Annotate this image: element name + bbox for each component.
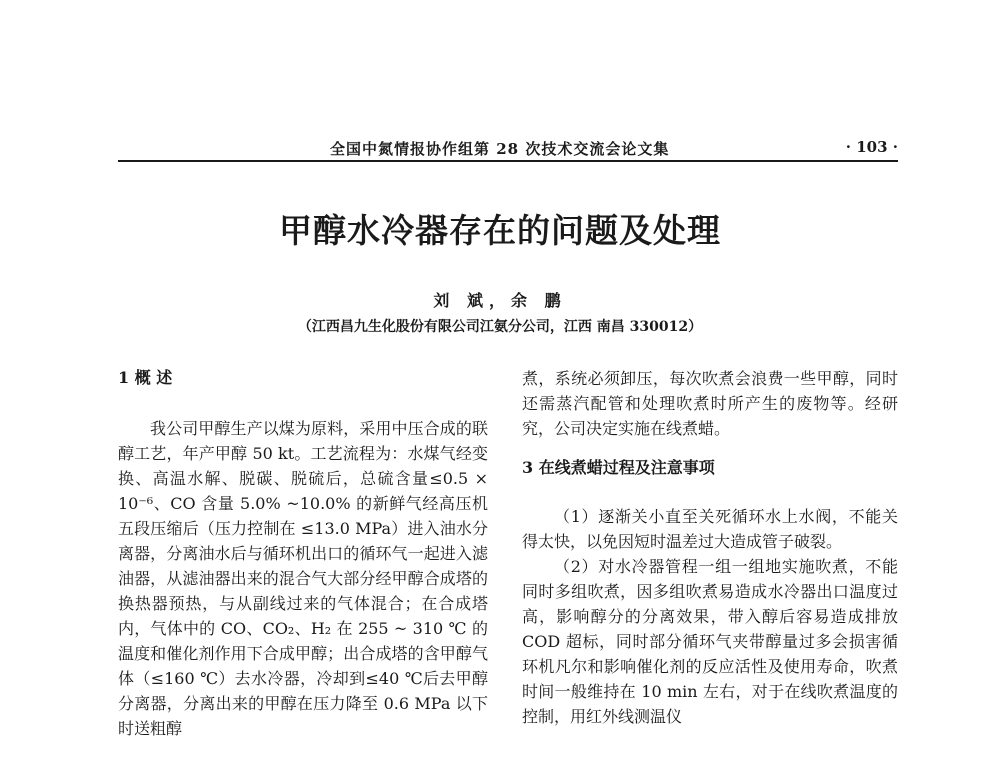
left-column [118, 365, 488, 741]
page-number: · 103 · [845, 138, 898, 156]
continuation-paragraph: 煮，系统必须卸压，每次吹煮会浪费一些甲醇，同时还需蒸汽配管和处理吹煮时所产生的废物等。经研究，公司决定实施在线煮蜡。 [522, 369, 898, 438]
section1-heading: 1 概 述 [118, 368, 173, 387]
running-title: 全国中氮情报协作组第 28 次技术交流会论文集 [330, 140, 670, 158]
paper-title: 甲醇水冷器存在的问题及处理 [279, 211, 721, 250]
section1-paragraph: 我公司甲醇生产以煤为原料，采用中压合成的联醇工艺，年产甲醇 50 kt。工艺流程为：水煤气经变换、高温水解、脱碳、脱硫后，总硫含量≤0.5 × 10⁻⁶、CO 含量 5.0% ~10.0% 的新鲜气经高压机五段压缩后（压力控制在 ≤13.0 MPa）进入油水分离器，分离油水后与循环机出口的循环气一起进入滤油器，从滤油器出来的混合气大部分经甲醇合成塔的换热器预热，与从副线过来的气体混合；在合成塔内，气体中的 CO、CO₂、H₂ 在 255 ~ 310 ℃ 的温度和催化剂作用下合成甲醇；出合成塔的含甲醇气体（≤160 ℃）去水冷器，冷却到≤40 ℃后去甲醇分离器，分离出来的甲醇在压力降至 0.6 MPa 以下时送粗醇 [118, 419, 488, 738]
step1-paragraph: （1）逐渐关小直至关死循环水上水阀，不能关得太快，以免因短时温差过大造成管子破裂。 [522, 507, 898, 551]
affiliation: （江西昌九生化股份有限公司江氨分公司，江西 南昌 330012） [297, 319, 703, 335]
authors: 刘 斌，余 鹏 [433, 291, 567, 310]
header-rule [118, 160, 898, 162]
step2-paragraph: （2）对水冷器管程一组一组地实施吹煮，不能同时多组吹煮，因多组吹煮易造成水冷器出口温度过高，影响醇分的分离效果，带入醇后容易造成排放 COD 超标，同时部分循环气夹带醇量过多会损害循环机凡尔和影响催化剂的反应活性及使用寿命，吹煮时间一般维持在 10 min 左右，对于在线吹煮温度的控制，用红外线测温仪 [522, 557, 898, 726]
running-head [118, 138, 898, 162]
section3-heading: 3 在线煮蜡过程及注意事项 [522, 458, 715, 477]
right-column [522, 366, 898, 729]
